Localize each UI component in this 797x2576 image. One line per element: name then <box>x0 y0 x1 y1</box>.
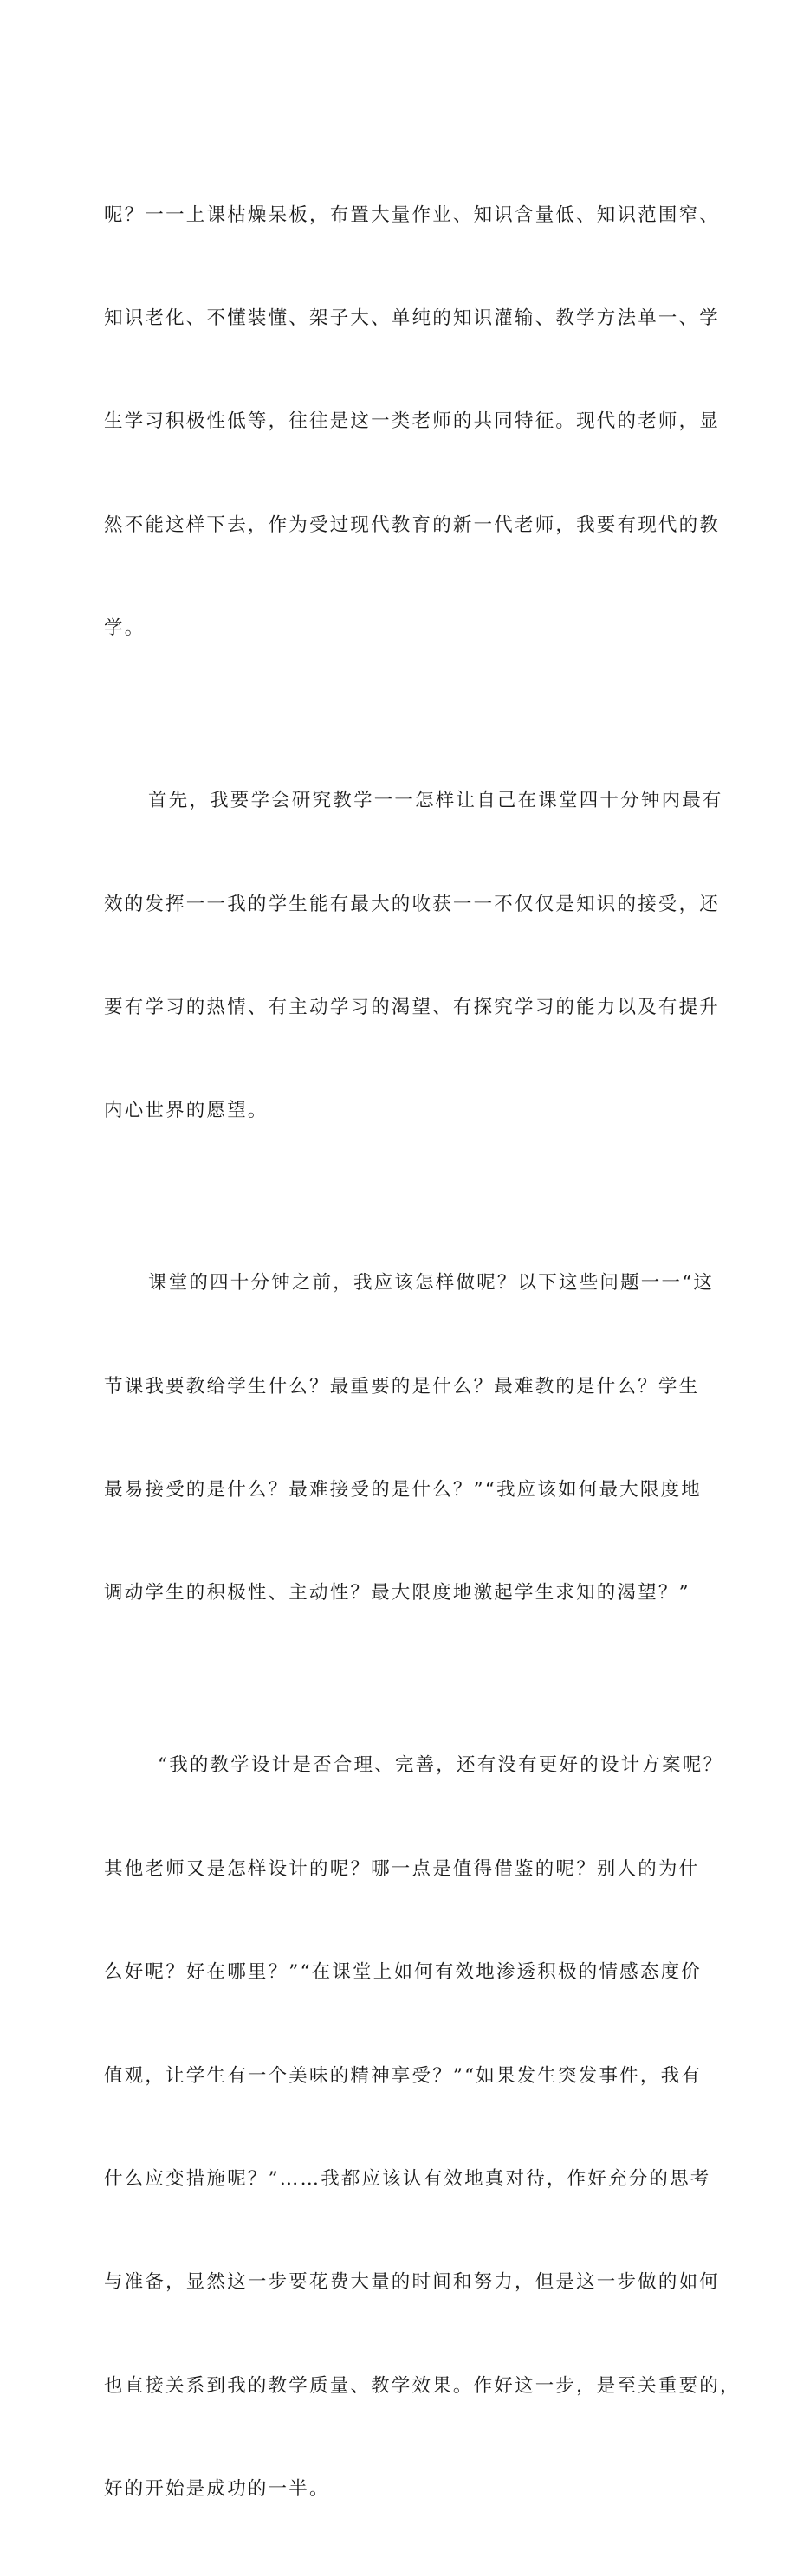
text-line: 与准备，显然这一步要花费大量的时间和努力，但是这一步做的如何 <box>104 2271 721 2294</box>
text-line: 好的开始是成功的一半。 <box>104 2478 330 2501</box>
text-line: 课堂的四十分钟之前，我应该怎样做呢？以下这些问题一一“这 <box>148 1272 715 1294</box>
text-line: 知识老化、不懂装懂、架子大、单纯的知识灌输、教学方法单一、学 <box>104 307 721 329</box>
text-line: 调动学生的积极性、主动性？最大限度地激起学生求知的渴望？” <box>104 1582 690 1604</box>
paragraph-4 <box>104 1680 741 2576</box>
text-line: 学。 <box>104 617 146 640</box>
text-line: 什么应变措施呢？”……我都应该认有效地真对待，作好充分的思考 <box>104 2168 711 2191</box>
text-line: “我的教学设计是否合理、完善，还有没有更好的设计方案呢？ <box>158 1754 724 1777</box>
text-line: 呢？一一上课枯燥呆板，布置大量作业、知识含量低、知识范围窄、 <box>104 203 721 226</box>
document-body <box>104 129 741 2576</box>
text-line: 值观，让学生有一个美味的精神享受？”“如果发生突发事件，我有 <box>104 2064 702 2087</box>
text-line: 最易接受的是什么？最难接受的是什么？”“我应该如何最大限度地 <box>104 1479 702 1501</box>
text-line: 首先，我要学会研究教学一一怎样让自己在课堂四十分钟内最有 <box>148 790 723 812</box>
paragraph-1 <box>104 129 721 715</box>
text-line: 么好呢？好在哪里？”“在课堂上如何有效地渗透积极的情感态度价 <box>104 1961 702 1984</box>
paragraph-2 <box>104 715 723 1198</box>
text-line: 然不能这样下去，作为受过现代教育的新一代老师，我要有现代的教 <box>104 513 721 536</box>
text-line: 生学习积极性低等，往往是这一类老师的共同特征。现代的老师，显 <box>104 410 721 433</box>
paragraph-3 <box>104 1198 715 1680</box>
text-line: 也直接关系到我的教学质量、教学效果。作好这一步，是至关重要的， <box>104 2374 741 2397</box>
text-line: 其他老师又是怎样设计的呢？哪一点是值得借鉴的呢？别人的为什 <box>104 1857 700 1880</box>
text-line: 要有学习的热情、有主动学习的渴望、有探究学习的能力以及有提升 <box>104 996 721 1018</box>
text-line: 内心世界的愿望。 <box>104 1100 269 1122</box>
text-line: 节课我要教给学生什么？最重要的是什么？最难教的是什么？学生 <box>104 1375 700 1398</box>
text-line: 效的发挥一一我的学生能有最大的收获一一不仅仅是知识的接受，还 <box>104 893 721 915</box>
